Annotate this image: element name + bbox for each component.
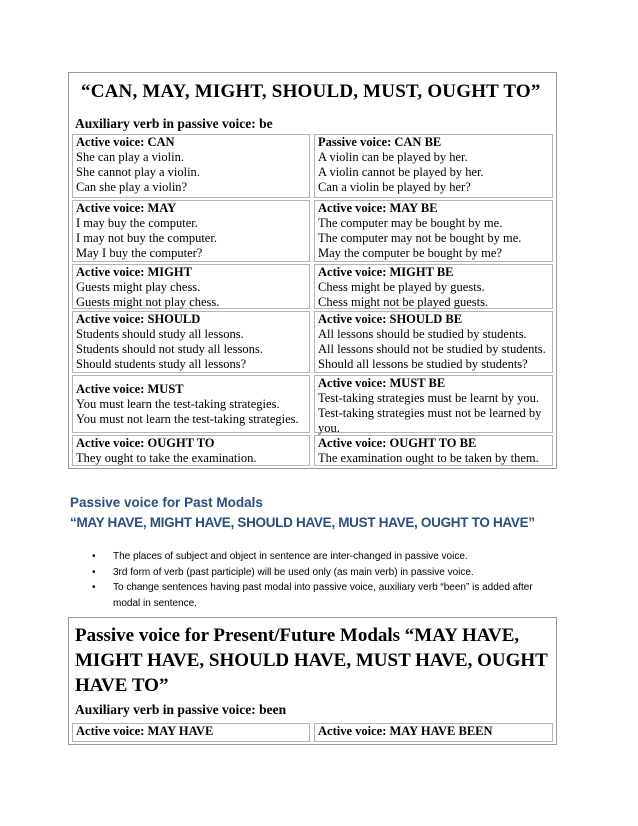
- passive-cell: [314, 134, 553, 198]
- passive-heading: Active voice: OUGHT TO BE: [318, 436, 477, 450]
- example-line: Guests might not play chess.: [76, 295, 220, 309]
- bullet-text: 3rd form of verb (past participle) will be used only (as main verb) in passive voice.: [113, 566, 474, 578]
- list-item: [92, 549, 562, 565]
- example-line: You must not learn the test-taking strategies.: [76, 411, 299, 426]
- example-line: Can she play a violin?: [76, 180, 188, 194]
- table-row: [72, 723, 553, 742]
- example-line: A violin can be played by her.: [318, 150, 468, 164]
- active-cell: [72, 435, 310, 466]
- modals-table-title: “CAN, MAY, MIGHT, SHOULD, MUST, OUGHT TO”: [81, 81, 541, 102]
- example-line: You must learn the test-taking strategies.: [76, 396, 280, 411]
- passive-heading: Active voice: MIGHT BE: [318, 265, 454, 279]
- example-line: Students should not study all lessons.: [76, 342, 263, 356]
- table-row: [72, 311, 553, 373]
- example-line: Test-taking strategies must not be learned by: [318, 406, 542, 420]
- example-line: She can play a violin.: [76, 150, 184, 164]
- table-row: [72, 134, 553, 198]
- past-modals-title: Passive voice for Past Modals: [70, 495, 263, 510]
- table-row: [72, 264, 553, 309]
- example-line: Test-taking strategies must be learnt by you.: [318, 391, 539, 405]
- passive-heading: Active voice: MAY BE: [318, 201, 438, 215]
- active-cell: [72, 375, 310, 433]
- example-line: Students should study all lessons.: [76, 327, 244, 341]
- active-heading: Active voice: OUGHT TO: [76, 436, 215, 450]
- active-heading: Active voice: MIGHT: [76, 265, 192, 279]
- example-line: Should students study all lessons?: [76, 357, 247, 371]
- table-row: [72, 375, 553, 433]
- active-heading: Active voice: MUST: [76, 381, 184, 396]
- active-cell: [72, 723, 310, 742]
- passive-heading: Active voice: MAY HAVE BEEN: [318, 724, 493, 738]
- example-line: Should all lessons be studied by students?: [318, 357, 528, 371]
- example-line: She cannot play a violin.: [76, 165, 200, 179]
- example-line: you.: [318, 421, 340, 435]
- example-line: All lessons should not be studied by students.: [318, 342, 546, 356]
- table-row: [72, 200, 553, 262]
- example-line: They ought to take the examination.: [76, 451, 257, 465]
- active-cell: [72, 200, 310, 262]
- bullet-text: The places of subject and object in sentence are inter-changed in passive voice.: [113, 551, 468, 562]
- example-line: The computer may not be bought by me.: [318, 231, 522, 245]
- example-line: The examination ought to be taken by them.: [318, 451, 539, 465]
- example-line: I may not buy the computer.: [76, 231, 217, 245]
- passive-cell: [314, 375, 553, 433]
- example-line: May I buy the computer?: [76, 246, 203, 260]
- present-future-box: [68, 617, 557, 745]
- past-modals-subtitle: “MAY HAVE, MIGHT HAVE, SHOULD HAVE, MUST HAVE, OUGHT TO HAVE”: [70, 515, 535, 530]
- present-future-title: Passive voice for Present/Future Modals “MAY HAVE, MIGHT HAVE, SHOULD HAVE, MUST HAVE, OUGHT HAVE TO”: [75, 625, 548, 696]
- example-line: Chess might not be played guests.: [318, 295, 489, 309]
- example-line: Chess might be played by guests.: [318, 280, 485, 294]
- bullet-list: [92, 549, 562, 611]
- passive-heading: Passive voice: CAN BE: [318, 135, 442, 149]
- table-row: [72, 435, 553, 466]
- passive-cell: [314, 311, 553, 373]
- example-line: Can a violin be played by her?: [318, 180, 471, 194]
- active-heading: Active voice: MAY: [76, 201, 177, 215]
- example-line: The computer may be bought by me.: [318, 216, 503, 230]
- passive-cell: [314, 435, 553, 466]
- auxiliary-verb-label: Auxiliary verb in passive voice: been: [75, 702, 287, 717]
- example-line: Guests might play chess.: [76, 280, 201, 294]
- passive-cell: [314, 723, 553, 742]
- example-line: A violin cannot be played by her.: [318, 165, 484, 179]
- active-cell: [72, 264, 310, 309]
- active-cell: [72, 311, 310, 373]
- active-heading: Active voice: MAY HAVE: [76, 724, 214, 738]
- active-heading: Active voice: CAN: [76, 135, 175, 149]
- example-line: I may buy the computer.: [76, 216, 198, 230]
- passive-heading: Active voice: SHOULD BE: [318, 312, 463, 326]
- example-line: May the computer be bought by me?: [318, 246, 502, 260]
- auxiliary-verb-label: Auxiliary verb in passive voice: be: [75, 116, 273, 131]
- passive-cell: [314, 200, 553, 262]
- active-cell: [72, 134, 310, 198]
- list-item: [92, 565, 562, 581]
- bullet-icon: •: [92, 582, 96, 593]
- bullet-text: To change sentences having past modal into passive voice, auxiliary verb “been” is added after modal in sentence.: [113, 582, 533, 609]
- modals-table-box: [68, 72, 557, 469]
- passive-cell: [314, 264, 553, 309]
- list-item: [92, 580, 562, 611]
- bullet-icon: •: [92, 551, 96, 562]
- example-line: All lessons should be studied by students.: [318, 327, 527, 341]
- active-heading: Active voice: SHOULD: [76, 312, 201, 326]
- bullet-icon: •: [92, 566, 96, 578]
- passive-heading: Active voice: MUST BE: [318, 376, 446, 390]
